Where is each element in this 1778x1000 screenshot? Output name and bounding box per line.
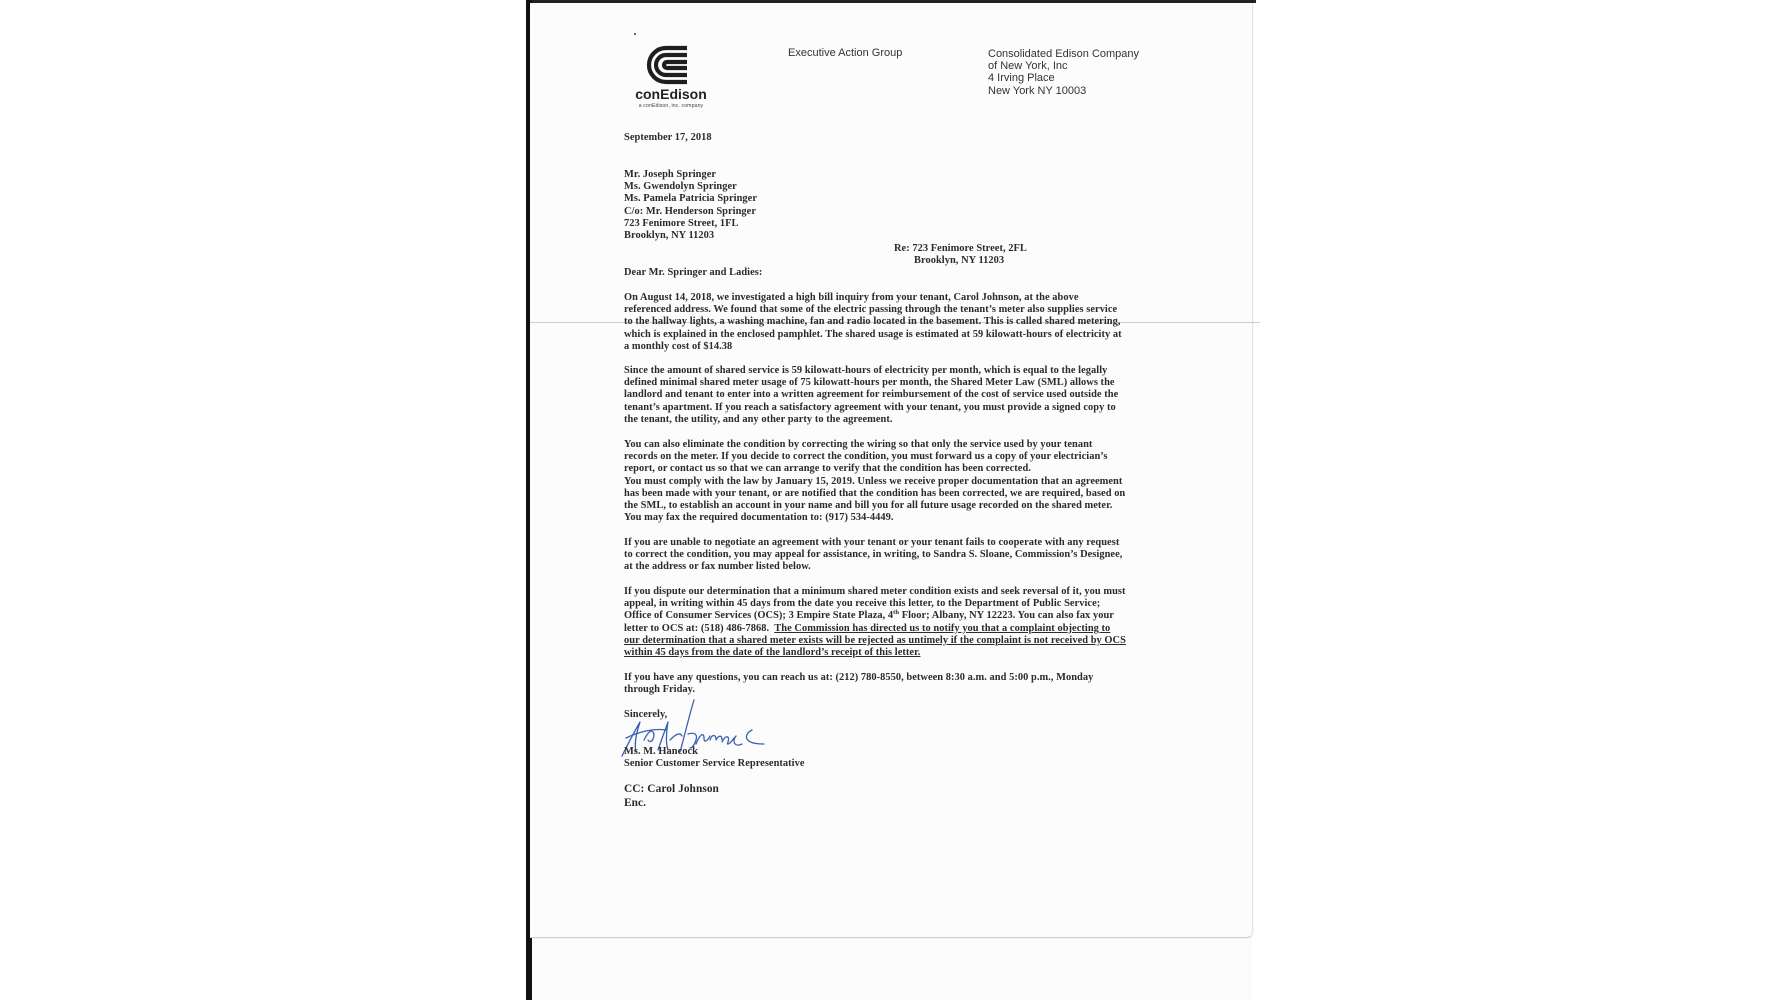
- text-line: landlord and tenant to enter into a written agreement for reimbursement of the cost of service used outside the: [624, 389, 1119, 401]
- salutation: Dear Mr. Springer and Ladies:: [624, 267, 763, 278]
- text-span: letter to OCS at: (518) 486-7868.: [624, 622, 775, 634]
- text-line: You must comply with the law by January 15, 2019. Unless we receive proper documentation that an agreement: [624, 475, 1123, 487]
- text-line: the tenant, the utility, and any other party to the agreement.: [624, 413, 893, 425]
- underlined-text-line: within 45 days from the date of the landlord’s receipt of this letter.: [624, 646, 921, 658]
- paragraph-appeal-assistance: [624, 537, 1122, 574]
- text-line: tenant’s apartment. If you reach a satisfactory agreement with your tenant, you must provide a signed copy to: [624, 401, 1116, 413]
- text-line: If you have any questions, you can reach us at: (212) 780-8550, between 8:30 a.m. and 5:00 p.m., Monday: [624, 672, 1094, 683]
- text-line: report, or contact us so that we can arrange to verify that the condition has been corrected.: [624, 463, 1031, 475]
- company-address-line: New York NY 10003: [988, 84, 1087, 97]
- letter-date: September 17, 2018: [624, 132, 712, 143]
- paragraph-contact: [624, 672, 1093, 696]
- text-line: to the hallway lights, a washing machine, fan and radio located in the basement. This is called shared metering,: [624, 316, 1121, 328]
- text-line: If you dispute our determination that a minimum shared meter condition exists and seek reversal of it, you must: [624, 586, 1126, 597]
- paragraph-dispute: [624, 586, 1126, 659]
- recipient-line: C/o: Mr. Henderson Springer: [624, 205, 756, 217]
- recipient-line: Ms. Gwendolyn Springer: [624, 181, 737, 193]
- paragraph-correct-condition: [624, 439, 1125, 524]
- text-line: If you are unable to negotiate an agreement with your tenant or your tenant fails to cooperate with any request: [624, 537, 1120, 548]
- text-line: appeal, in writing within 45 days from the date you receive this letter, to the Department of Public Service;: [624, 598, 1101, 610]
- recipient-line: 723 Fenimore Street, 1FL: [624, 217, 739, 229]
- conedison-logo-icon: [631, 44, 711, 86]
- company-address-line: 4 Irving Place: [988, 72, 1055, 85]
- recipient-line: Ms. Pamela Patricia Springer: [624, 193, 757, 205]
- recipient-line: Mr. Joseph Springer: [624, 169, 717, 180]
- text-line: to correct the condition, you may appeal for assistance, in writing, to Sandra S. Sloane, Commission’s Designee,: [624, 549, 1123, 561]
- paragraph-shared-meter-law: [624, 365, 1118, 426]
- text-line: records on the meter. If you decide to correct the condition, you must forward us a copy of your electrician’s: [624, 451, 1108, 463]
- text-line: referenced address. We found that some of the electric passing through the tenant’s meter also supplies service: [624, 304, 1118, 316]
- next-page-edge: [532, 939, 1252, 1000]
- reference-block: [894, 243, 1027, 267]
- text-span: Floor; Albany, NY 12223. You can also fax your: [899, 610, 1114, 622]
- text-line: which is explained in the enclosed pamphlet. The shared usage is estimated at 59 kilowatt-hours of electricity at: [624, 328, 1122, 340]
- recipient-address-block: [624, 169, 757, 242]
- company-address-line: of New York, Inc: [988, 60, 1068, 73]
- company-address: [988, 48, 1139, 97]
- reference-line: Re: 723 Fenimore Street, 2FL: [894, 243, 1027, 254]
- text-line: You can also eliminate the condition by correcting the wiring so that only the service used by your tenant: [624, 439, 1093, 450]
- text-line: through Friday.: [624, 684, 695, 696]
- text-line: defined minimal shared meter usage of 75 kilowatt-hours per month, the Shared Meter Law (SML) allows the: [624, 377, 1115, 389]
- text-line: Since the amount of shared service is 59 kilowatt-hours of electricity per month, which is equal to the legally: [624, 365, 1108, 376]
- cc-line: CC: Carol Johnson: [624, 783, 719, 795]
- valediction: Sincerely,: [624, 709, 668, 720]
- text-line: at the address or fax number listed below.: [624, 561, 811, 573]
- ordinal-superscript: th: [893, 609, 900, 617]
- text-span: Office of Consumer Services (OCS); 3 Empire State Plaza, 4: [624, 610, 894, 622]
- logo-name: conEdison: [635, 86, 707, 102]
- enclosure-line: Enc.: [624, 797, 647, 809]
- scan-speck: [634, 33, 636, 35]
- recipient-line: Brooklyn, NY 11203: [624, 229, 715, 241]
- underlined-text: The Commission has directed us to notify you that a complaint objecting to: [774, 622, 1111, 634]
- text-line: a monthly cost of $14.38: [624, 340, 733, 352]
- paragraph-investigation: [624, 292, 1122, 353]
- text-line: [624, 623, 1126, 635]
- text-line: On August 14, 2018, we investigated a high bill inquiry from your tenant, Carol Johnson, at the above: [624, 292, 1079, 303]
- company-address-line: Consolidated Edison Company: [988, 48, 1140, 60]
- reference-line: Brooklyn, NY 11203: [914, 255, 1005, 267]
- signer-name: Ms. M. Hancock: [624, 746, 699, 757]
- text-line: has been made with your tenant, or are notified that the condition has been corrected, we are required, based on: [624, 487, 1126, 499]
- logo-tagline: a conEdison, inc. company: [638, 103, 704, 109]
- text-line: [624, 610, 1126, 622]
- text-line: the SML, to establish an account in your name and bill you for all future usage recorded on the shared meter.: [624, 499, 1113, 511]
- department-name: Executive Action Group: [788, 47, 903, 59]
- signer-title: Senior Customer Service Representative: [624, 758, 805, 769]
- underlined-text-line: our determination that a shared meter exists will be rejected as untimely if the complaint is not received by OCS: [624, 634, 1126, 646]
- text-line: You may fax the required documentation to: (917) 534-4449.: [624, 512, 894, 524]
- conedison-logo: [631, 44, 711, 112]
